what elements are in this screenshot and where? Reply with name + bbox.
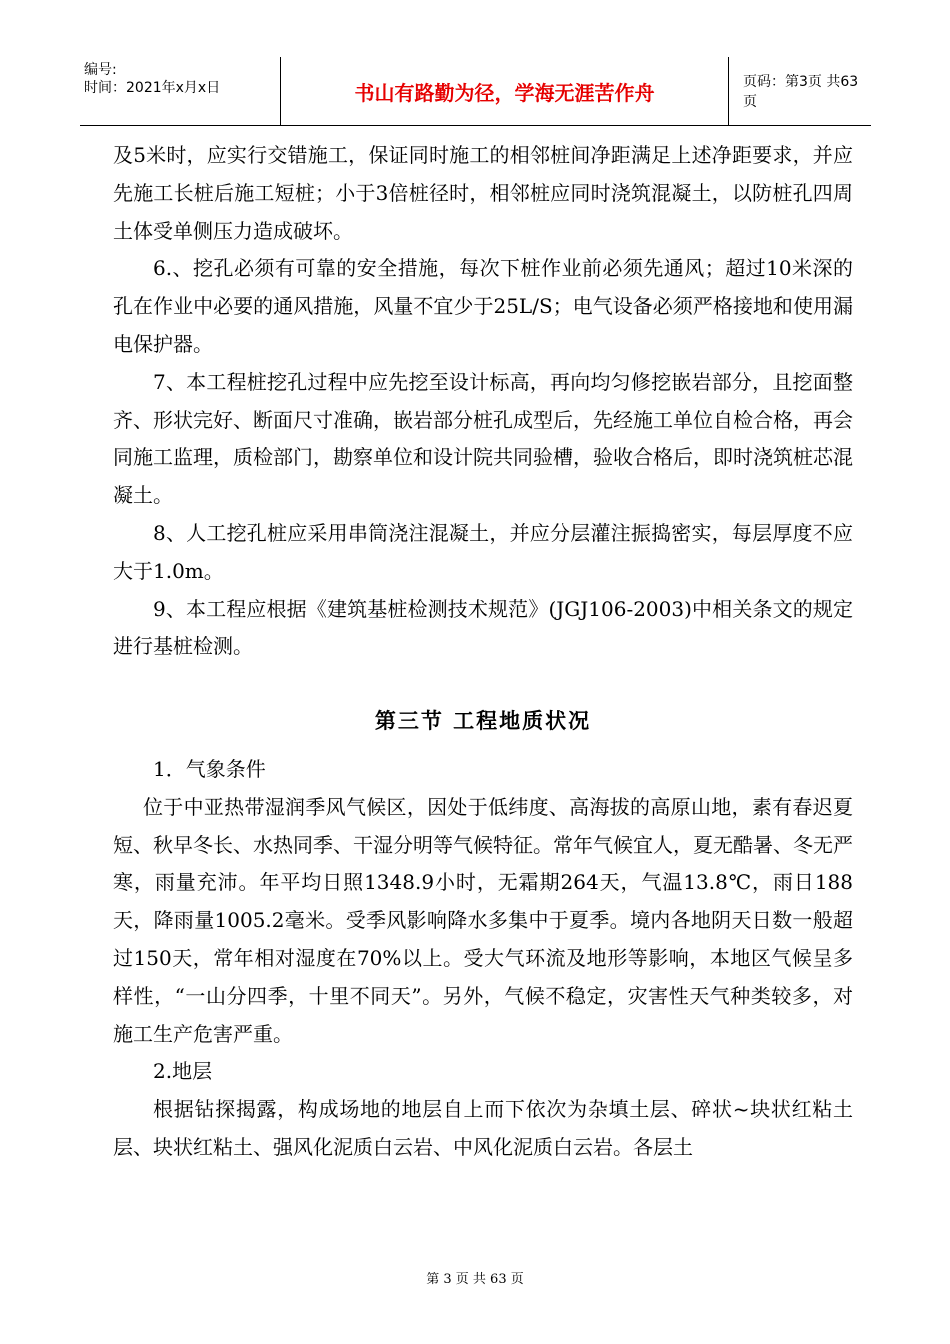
page-footer: 第 3 页 共 63 页 bbox=[426, 1272, 524, 1287]
page-header bbox=[80, 57, 871, 126]
paragraph-item-8: 8、人工挖孔桩应采用串筒浇注混凝土，并应分层灌注振捣密实，每层厚度不应大于1.0m。 bbox=[113, 520, 853, 583]
header-page-info: 页码：第3页 共63页 bbox=[743, 74, 859, 110]
document-number-label: 编号: bbox=[84, 62, 117, 78]
section-title: 第三节 工程地质状况 bbox=[374, 709, 592, 734]
header-meta bbox=[80, 57, 280, 125]
paragraph-climate: 位于中亚热带湿润季风气候区，因处于低纬度、高海拔的高原山地，素有春迟夏短、秋早冬长、水热同季、干湿分明等气候特征。常年气候宜人，夏无酷暑、冬无严寒，雨量充沛。年平均日照1348.9小时，无霜期264天，气温13.8℃，雨日188天，降雨量1005.2毫米。受季风影响降水多集中于夏季。境内各地阴天日数一般超过150天，常年相对湿度在70%以上。受大气环流及地形等影响，本地区气候呈多样性，“一山分四季，十里不同天”。另外，气候不稳定，灾害性天气种类较多，对施工生产危害严重。 bbox=[113, 794, 853, 1046]
subsection-heading-climate: 1．气象条件 bbox=[153, 756, 266, 781]
paragraph-item-7: 7、本工程桩挖孔过程中应先挖至设计标高，再向均匀修挖嵌岩部分，且挖面整齐、形状完好、断面尺寸准确，嵌岩部分桩孔成型后，先经施工单位自检合格，再会同施工监理，质检部门，勘察单位和设计院共同验槽，验收合格后，即时浇筑桩芯混凝土。 bbox=[113, 369, 853, 508]
document-body bbox=[113, 137, 853, 1167]
paragraph-item-6: 6.、挖孔必须有可靠的安全措施，每次下桩作业前必须先通风；超过10米深的孔在作业中必要的通风措施，风量不宜少于25L/S；电气设备必须严格接地和使用漏电保护器。 bbox=[113, 256, 853, 356]
header-motto: 书山有路勤为径，学海无涯苦作舟 bbox=[280, 57, 729, 125]
paragraph-strata: 根据钻探揭露，构成场地的地层自上而下依次为杂填土层、碎状~块状红粘土层、块状红粘土、强风化泥质白云岩、中风化泥质白云岩。各层土 bbox=[113, 1097, 853, 1159]
document-date: 时间：2021年x月x日 bbox=[84, 80, 221, 96]
subsection-heading-strata: 2.地层 bbox=[153, 1059, 213, 1084]
paragraph-item-9: 9、本工程应根据《建筑基桩检测技术规范》(JGJ106-2003)中相关条文的规定进行基桩检测。 bbox=[113, 596, 853, 659]
paragraph-continuation: 及5米时，应实行交错施工，保证同时施工的相邻桩间净距满足上述净距要求，并应先施工长桩后施工短桩；小于3倍桩径时，相邻桩应同时浇筑混凝土，以防桩孔四周土体受单侧压力造成破坏。 bbox=[113, 143, 853, 243]
